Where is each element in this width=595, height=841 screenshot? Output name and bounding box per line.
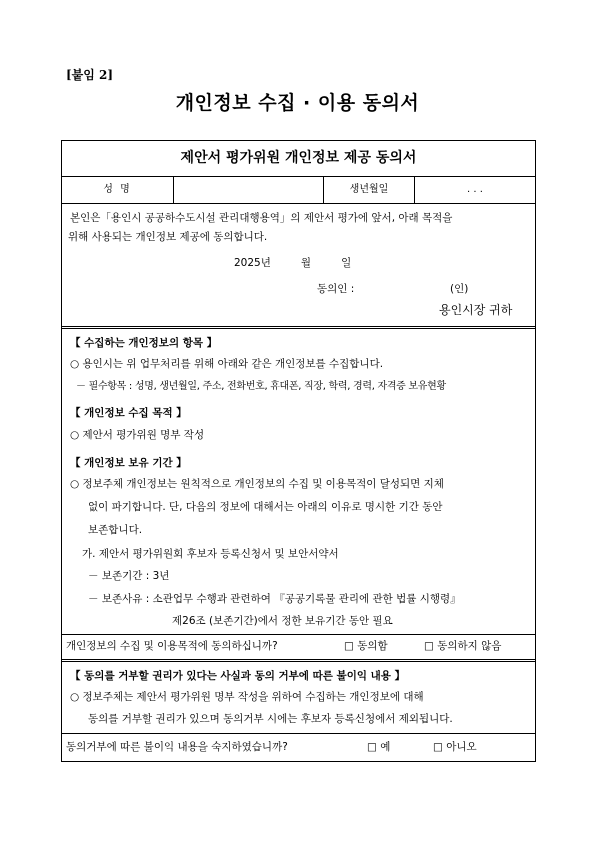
retention-line6: － 보존사유 : 소관업무 수행과 관련하여 『공공기록물 관리에 관한 법률 시행령』 [88, 593, 461, 605]
purpose-heading: 【 개인정보 수집 목적 】 [70, 407, 187, 419]
refusal-line2: 동의를 거부할 권리가 있으며 동의거부 시에는 후보자 등록신청에서 제외됩니다. [88, 713, 453, 725]
name-field[interactable] [174, 177, 323, 203]
consent-form [61, 140, 536, 762]
attachment-label: [붙임 2] [66, 68, 114, 82]
divider [62, 659, 535, 662]
consent-statement-line2: 위해 사용되는 개인정보 제공에 동의합니다. [68, 231, 268, 243]
retention-heading: 【 개인정보 보유 기간 】 [70, 457, 187, 469]
no-checkbox[interactable]: □ 아니오 [433, 741, 477, 753]
consent-question: 개인정보의 수집 및 이용목적에 동의하십니까? [66, 640, 278, 652]
form-title: 제안서 평가위원 개인정보 제공 동의서 [180, 150, 417, 166]
retention-line7: 제26조 (보존기간)에서 정한 보유기간 동안 필요 [172, 615, 393, 627]
addressee: 용인시장 귀하 [439, 303, 513, 317]
retention-line3: 보존합니다. [88, 524, 143, 536]
refusal-line1: ○ 정보주체는 제안서 평가위원 명부 작성을 위하여 수집하는 개인정보에 대해 [70, 691, 424, 703]
birth-field[interactable]: . . . [467, 184, 483, 195]
items-line1: ○ 용인시는 위 업무처리를 위해 아래와 같은 개인정보를 수집합니다. [70, 358, 384, 370]
items-line2: － 필수항목 : 성명, 생년월일, 주소, 전화번호, 휴대폰, 직장, 학력, 경력, 자격증 보유현황 [76, 381, 446, 392]
purpose-line1: ○ 제안서 평가위원 명부 작성 [70, 429, 205, 441]
ack-question: 동의거부에 따른 불이익 내용을 숙지하였습니까? [66, 741, 288, 753]
disagree-checkbox[interactable]: □ 동의하지 않음 [424, 640, 502, 652]
agree-checkbox[interactable]: □ 동의함 [344, 640, 388, 652]
divider [62, 326, 535, 329]
consent-statement-line1: 본인은「용인시 공공하수도시설 관리대행용역」의 제안서 평가에 앞서, 아래 목적을 [70, 212, 453, 224]
consent-date: 2025년 월 일 [234, 257, 352, 269]
refusal-heading: 【 동의를 거부할 권리가 있다는 사실과 동의 거부에 따른 불이익 내용 】 [70, 670, 406, 682]
retention-line1: ○ 정보주체 개인정보는 원칙적으로 개인정보의 수집 및 이용목적이 달성되면 지체 [70, 478, 444, 490]
name-label: 성 명 [103, 184, 132, 195]
retention-line2: 없이 파기합니다. 단, 다음의 정보에 대해서는 아래의 이유로 명시한 기간 동안 [88, 501, 443, 513]
divider [62, 733, 535, 734]
divider [62, 203, 535, 204]
birth-label: 생년월일 [349, 184, 389, 195]
items-heading: 【 수집하는 개인정보의 항목 】 [70, 337, 218, 349]
retention-line5: － 보존기간 : 3년 [88, 570, 170, 582]
retention-line4: 가. 제안서 평가위원회 후보자 등록신청서 및 보안서약서 [82, 548, 339, 560]
page-title: 개인정보 수집 · 이용 동의서 [175, 92, 420, 114]
yes-checkbox[interactable]: □ 예 [367, 741, 391, 753]
divider [62, 634, 535, 635]
consenter-label: 동의인 : [317, 283, 355, 295]
identity-row [62, 177, 535, 203]
seal-label: (인) [450, 283, 469, 295]
